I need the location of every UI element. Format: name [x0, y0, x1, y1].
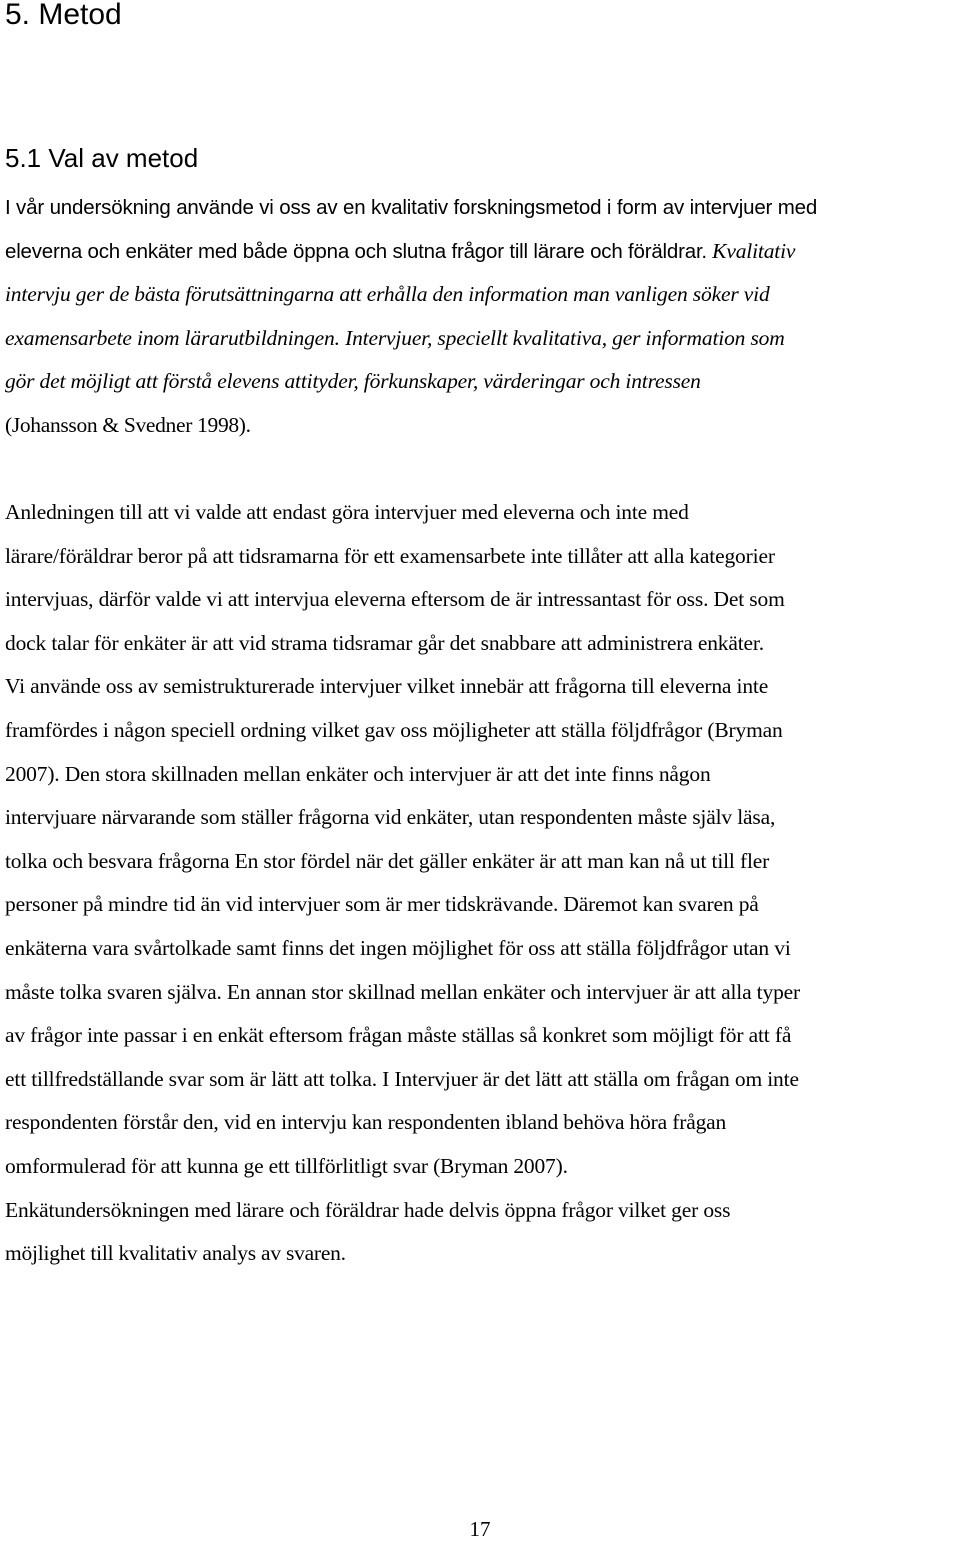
section-title: 5.1 Val av metod	[5, 143, 199, 173]
italic-text: Kvalitativ	[712, 238, 796, 263]
italic-text: Intervjuer, speciellt kvalitativa, ger information som	[345, 325, 785, 350]
paragraph-line: framfördes i någon speciell ordning vilket gav oss möjligheter att ställa följdfrågor (Bryman	[5, 717, 783, 742]
paragraph-line: respondenten förstår den, vid en intervju kan respondenten ibland behöva höra frågan	[5, 1110, 727, 1135]
paragraph-method-choice	[5, 186, 960, 448]
paragraph-line: 2007). Den stora skillnaden mellan enkäter och intervjuer är att det inte finns någon	[5, 761, 711, 786]
paragraph-line: Enkätundersökningen med lärare och föräldrar hade delvis öppna frågor vilket ger oss	[5, 1197, 731, 1222]
paragraph-line	[5, 230, 960, 274]
italic-line: gör det möjligt att förstå elevens attityder, förkunskaper, värderingar och intressen	[5, 369, 701, 394]
paragraph-line: möjlighet till kvalitativ analys av svaren.	[5, 1241, 346, 1266]
chapter-title: 5. Metod	[5, 0, 122, 31]
paragraph-line-segment: eleverna och enkäter med både öppna och slutna frågor till lärare och föräldrar.	[5, 239, 707, 263]
italic-text: examensarbete inom lärarutbildningen.	[5, 325, 340, 350]
paragraph-line: intervjuas, därför valde vi att intervjua eleverna eftersom de är intressantast för oss. Det som	[5, 587, 785, 612]
italic-line: intervju ger de bästa förutsättningarna att erhålla den information man vanligen söker vid	[5, 282, 770, 307]
paragraph-line: omformulerad för att kunna ge ett tillförlitligt svar (Bryman 2007).	[5, 1153, 568, 1178]
paragraph-line: enkäterna vara svårtolkade samt finns det ingen möjlighet för oss att ställa följdfrågor utan vi	[5, 935, 791, 960]
paragraph-line	[5, 317, 960, 361]
paragraph-line: av frågor inte passar i en enkät eftersom frågan måste ställas så konkret som möjligt för att få	[5, 1023, 792, 1048]
paragraph-line: Anledningen till att vi valde att endast göra intervjuer med eleverna och inte med	[5, 500, 689, 524]
paragraph-line: Vi använde oss av semistrukturerade intervjuer vilket innebär att frågorna till eleverna inte	[5, 674, 769, 699]
paragraph-line: I vår undersökning använde vi oss av en kvalitativ forskningsmetod i form av intervjuer med	[5, 196, 818, 219]
paragraph-line: dock talar för enkäter är att vid strama tidsramar går det snabbare att administrera enkäter.	[5, 630, 764, 655]
paragraph-line: måste tolka svaren själva. En annan stor skillnad mellan enkäter och intervjuer är att alla typer	[5, 979, 801, 1004]
paragraph-line: (Johansson & Svedner 1998).	[5, 412, 251, 437]
page-number: 17	[469, 1517, 491, 1541]
paragraph-line: ett tillfredställande svar som är lätt att tolka. I Intervjuer är det lätt att ställa om frågan om inte	[5, 1066, 799, 1091]
paragraph-line: lärare/föräldrar beror på att tidsramarna för ett examensarbete inte tillåter att alla kategorier	[5, 543, 775, 568]
paragraph-line: intervjuare närvarande som ställer frågorna vid enkäter, utan respondenten måste själv läsa,	[5, 805, 776, 830]
paragraph-line: tolka och besvara frågorna En stor fördel när det gäller enkäter är att man kan nå ut till fler	[5, 848, 770, 873]
paragraph-reasoning	[5, 491, 960, 1276]
paragraph-line: personer på mindre tid än vid intervjuer som är mer tidskrävande. Däremot kan svaren på	[5, 892, 759, 917]
